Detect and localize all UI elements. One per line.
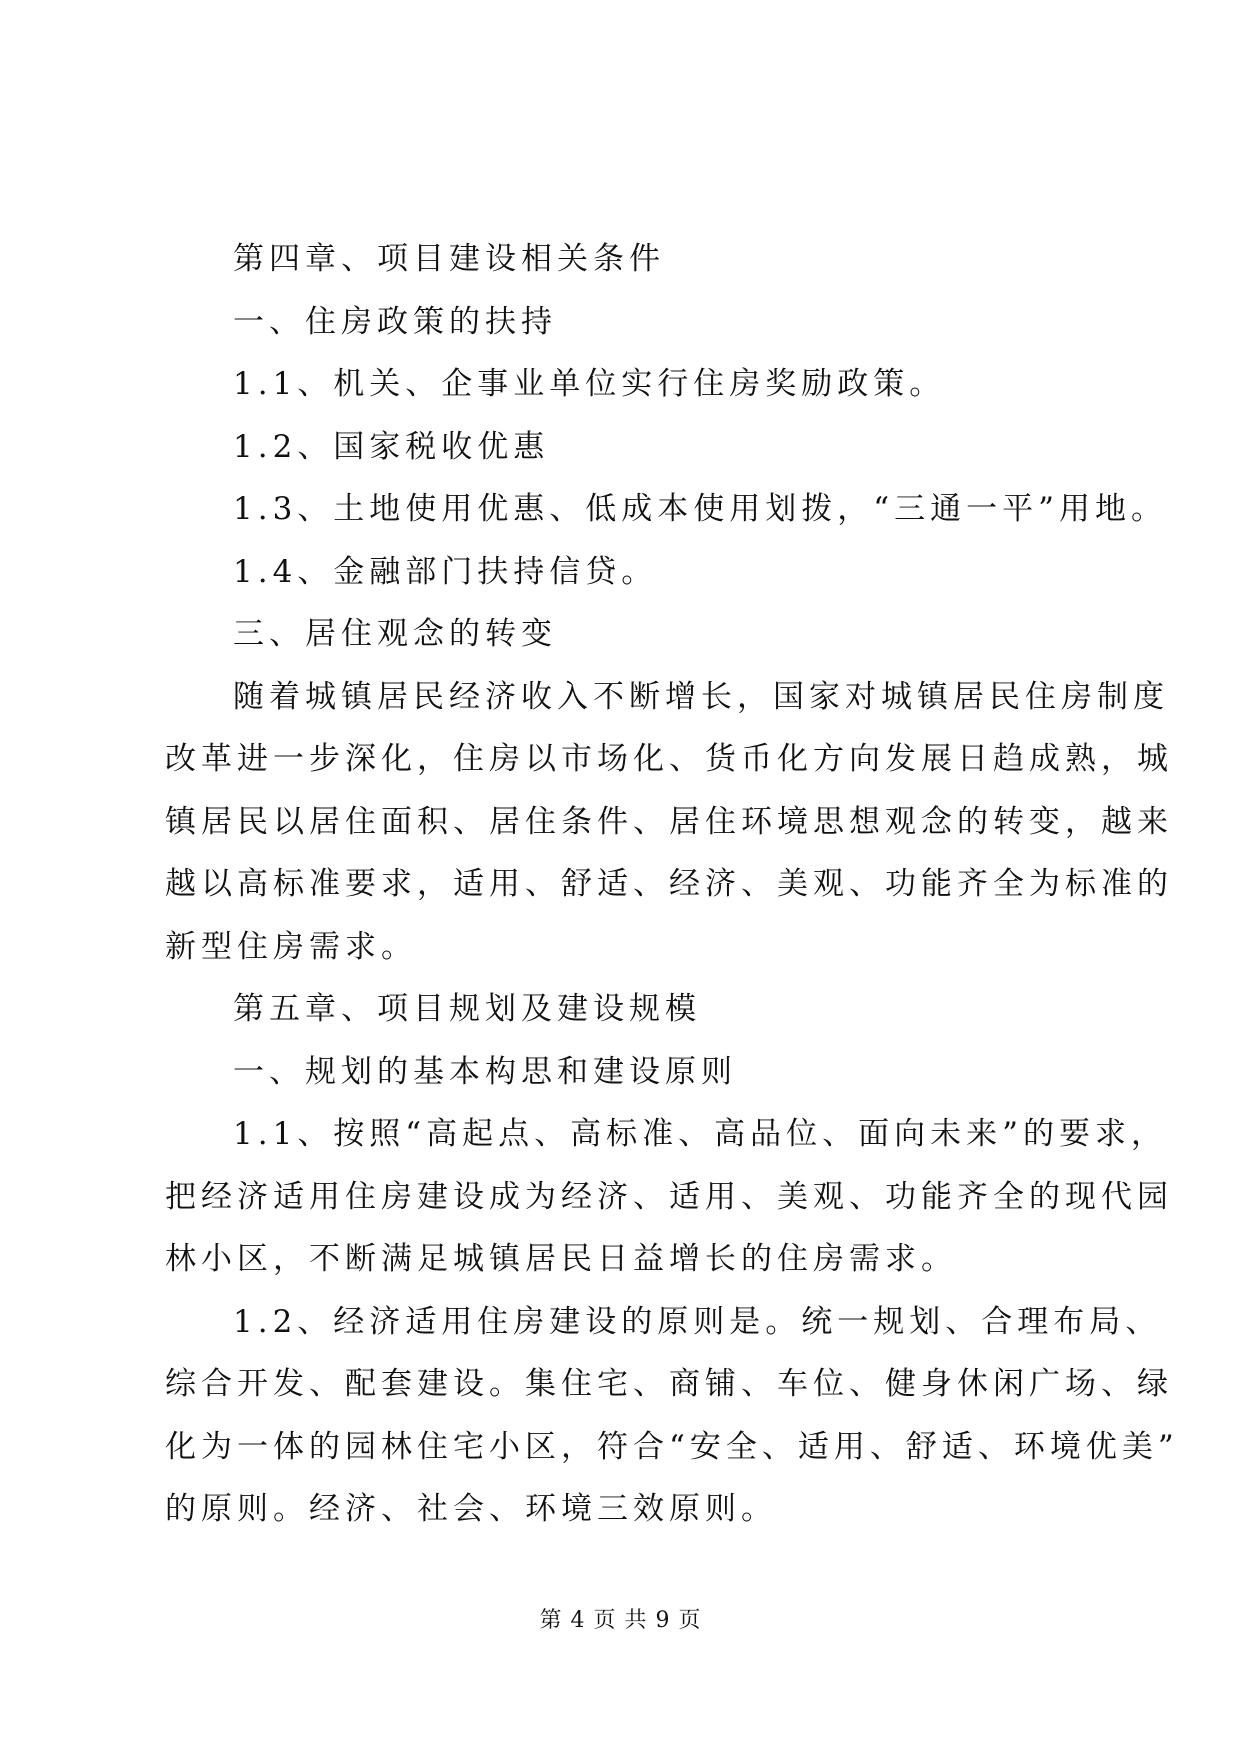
paragraph-line: 越以高标准要求，适用、舒适、经济、美观、功能齐全为标准的 [165, 866, 1173, 902]
paragraph-line: 的原则。经济、社会、环境三效原则。 [165, 1491, 777, 1527]
chapter-heading: 第四章、项目建设相关条件 [233, 241, 665, 277]
paragraph-line: 林小区，不断满足城镇居民日益增长的住房需求。 [165, 1241, 957, 1277]
paragraph-line: 改革进一步深化，住房以市场化、货币化方向发展日趋成熟，城 [165, 741, 1173, 777]
list-item: 1.2、国家税收优惠 [233, 428, 550, 465]
paragraph-line: 化为一体的园林住宅小区，符合“安全、适用、舒适、环境优美” [165, 1428, 1179, 1465]
body-paragraph [165, 1103, 1173, 1291]
section-heading: 一、住房政策的扶持 [233, 303, 557, 340]
paragraph-line: 综合开发、配套建设。集住宅、商铺、车位、健身休闲广场、绿 [165, 1366, 1173, 1402]
body-paragraph [165, 666, 1173, 979]
list-item: 1.4、金融部门扶持信贷。 [233, 553, 658, 590]
paragraph-line: 1.1、按照“高起点、高标准、高品位、面向未来”的要求， [233, 1116, 1167, 1152]
section-heading: 一、规划的基本构思和建设原则 [233, 1053, 737, 1090]
paragraph-line: 镇居民以居住面积、居住条件、居住环境思想观念的转变，越来 [165, 803, 1173, 840]
section-heading: 三、居住观念的转变 [233, 616, 557, 652]
page-number-footer: 第 4 页 共 9 页 [539, 1608, 702, 1633]
paragraph-line: 新型住房需求。 [165, 928, 417, 965]
chapter-heading: 第五章、项目规划及建设规模 [233, 991, 701, 1027]
list-item: 1.3、土地使用优惠、低成本使用划拨，“三通一平”用地。 [233, 491, 1167, 527]
paragraph-line: 1.2、经济适用住房建设的原则是。统一规划、合理布局、 [233, 1303, 1162, 1340]
paragraph-line: 随着城镇居民经济收入不断增长，国家对城镇居民住房制度 [233, 678, 1169, 715]
list-item: 1.1、机关、企事业单位实行住房奖励政策。 [233, 366, 946, 402]
document-body [165, 228, 1179, 1541]
body-paragraph [165, 1291, 1179, 1541]
paragraph-line: 把经济适用住房建设成为经济、适用、美观、功能齐全的现代园 [165, 1178, 1173, 1215]
